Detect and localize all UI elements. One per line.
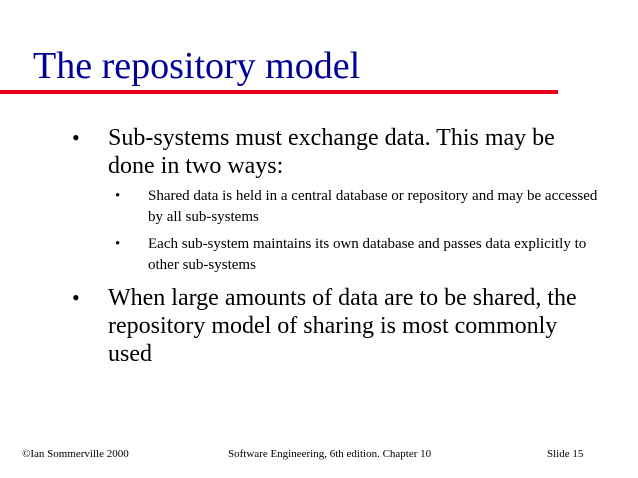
- footer-slide-number: Slide 15: [547, 448, 584, 460]
- bullet-marker: •: [72, 285, 80, 310]
- sub-bullet-text: Shared data is held in a central database or repository and may be accessed by all sub-systems: [148, 188, 598, 225]
- footer-course-title: Software Engineering, 6th edition. Chapter 10: [228, 448, 432, 460]
- slide-title: The repository model: [33, 45, 361, 87]
- sub-bullet-marker: •: [115, 188, 121, 204]
- footer-copyright: ©Ian Sommerville 2000: [22, 448, 129, 460]
- sub-bullet-text: Each sub-system maintains its own database and passes data explicitly to other sub-systems: [148, 236, 587, 273]
- bullet-text: When large amounts of data are to be shared, the repository model of sharing is most commonly used: [108, 285, 577, 367]
- sub-bullet-item: [115, 234, 608, 276]
- sub-bullet-item: [115, 186, 608, 228]
- bullet-item: [72, 124, 578, 180]
- title-underline: [0, 90, 558, 94]
- bullet-marker: •: [72, 125, 80, 150]
- bullet-item: [72, 284, 598, 368]
- sub-bullet-marker: •: [115, 236, 121, 252]
- bullet-text: Sub-systems must exchange data. This may be done in two ways:: [108, 125, 555, 179]
